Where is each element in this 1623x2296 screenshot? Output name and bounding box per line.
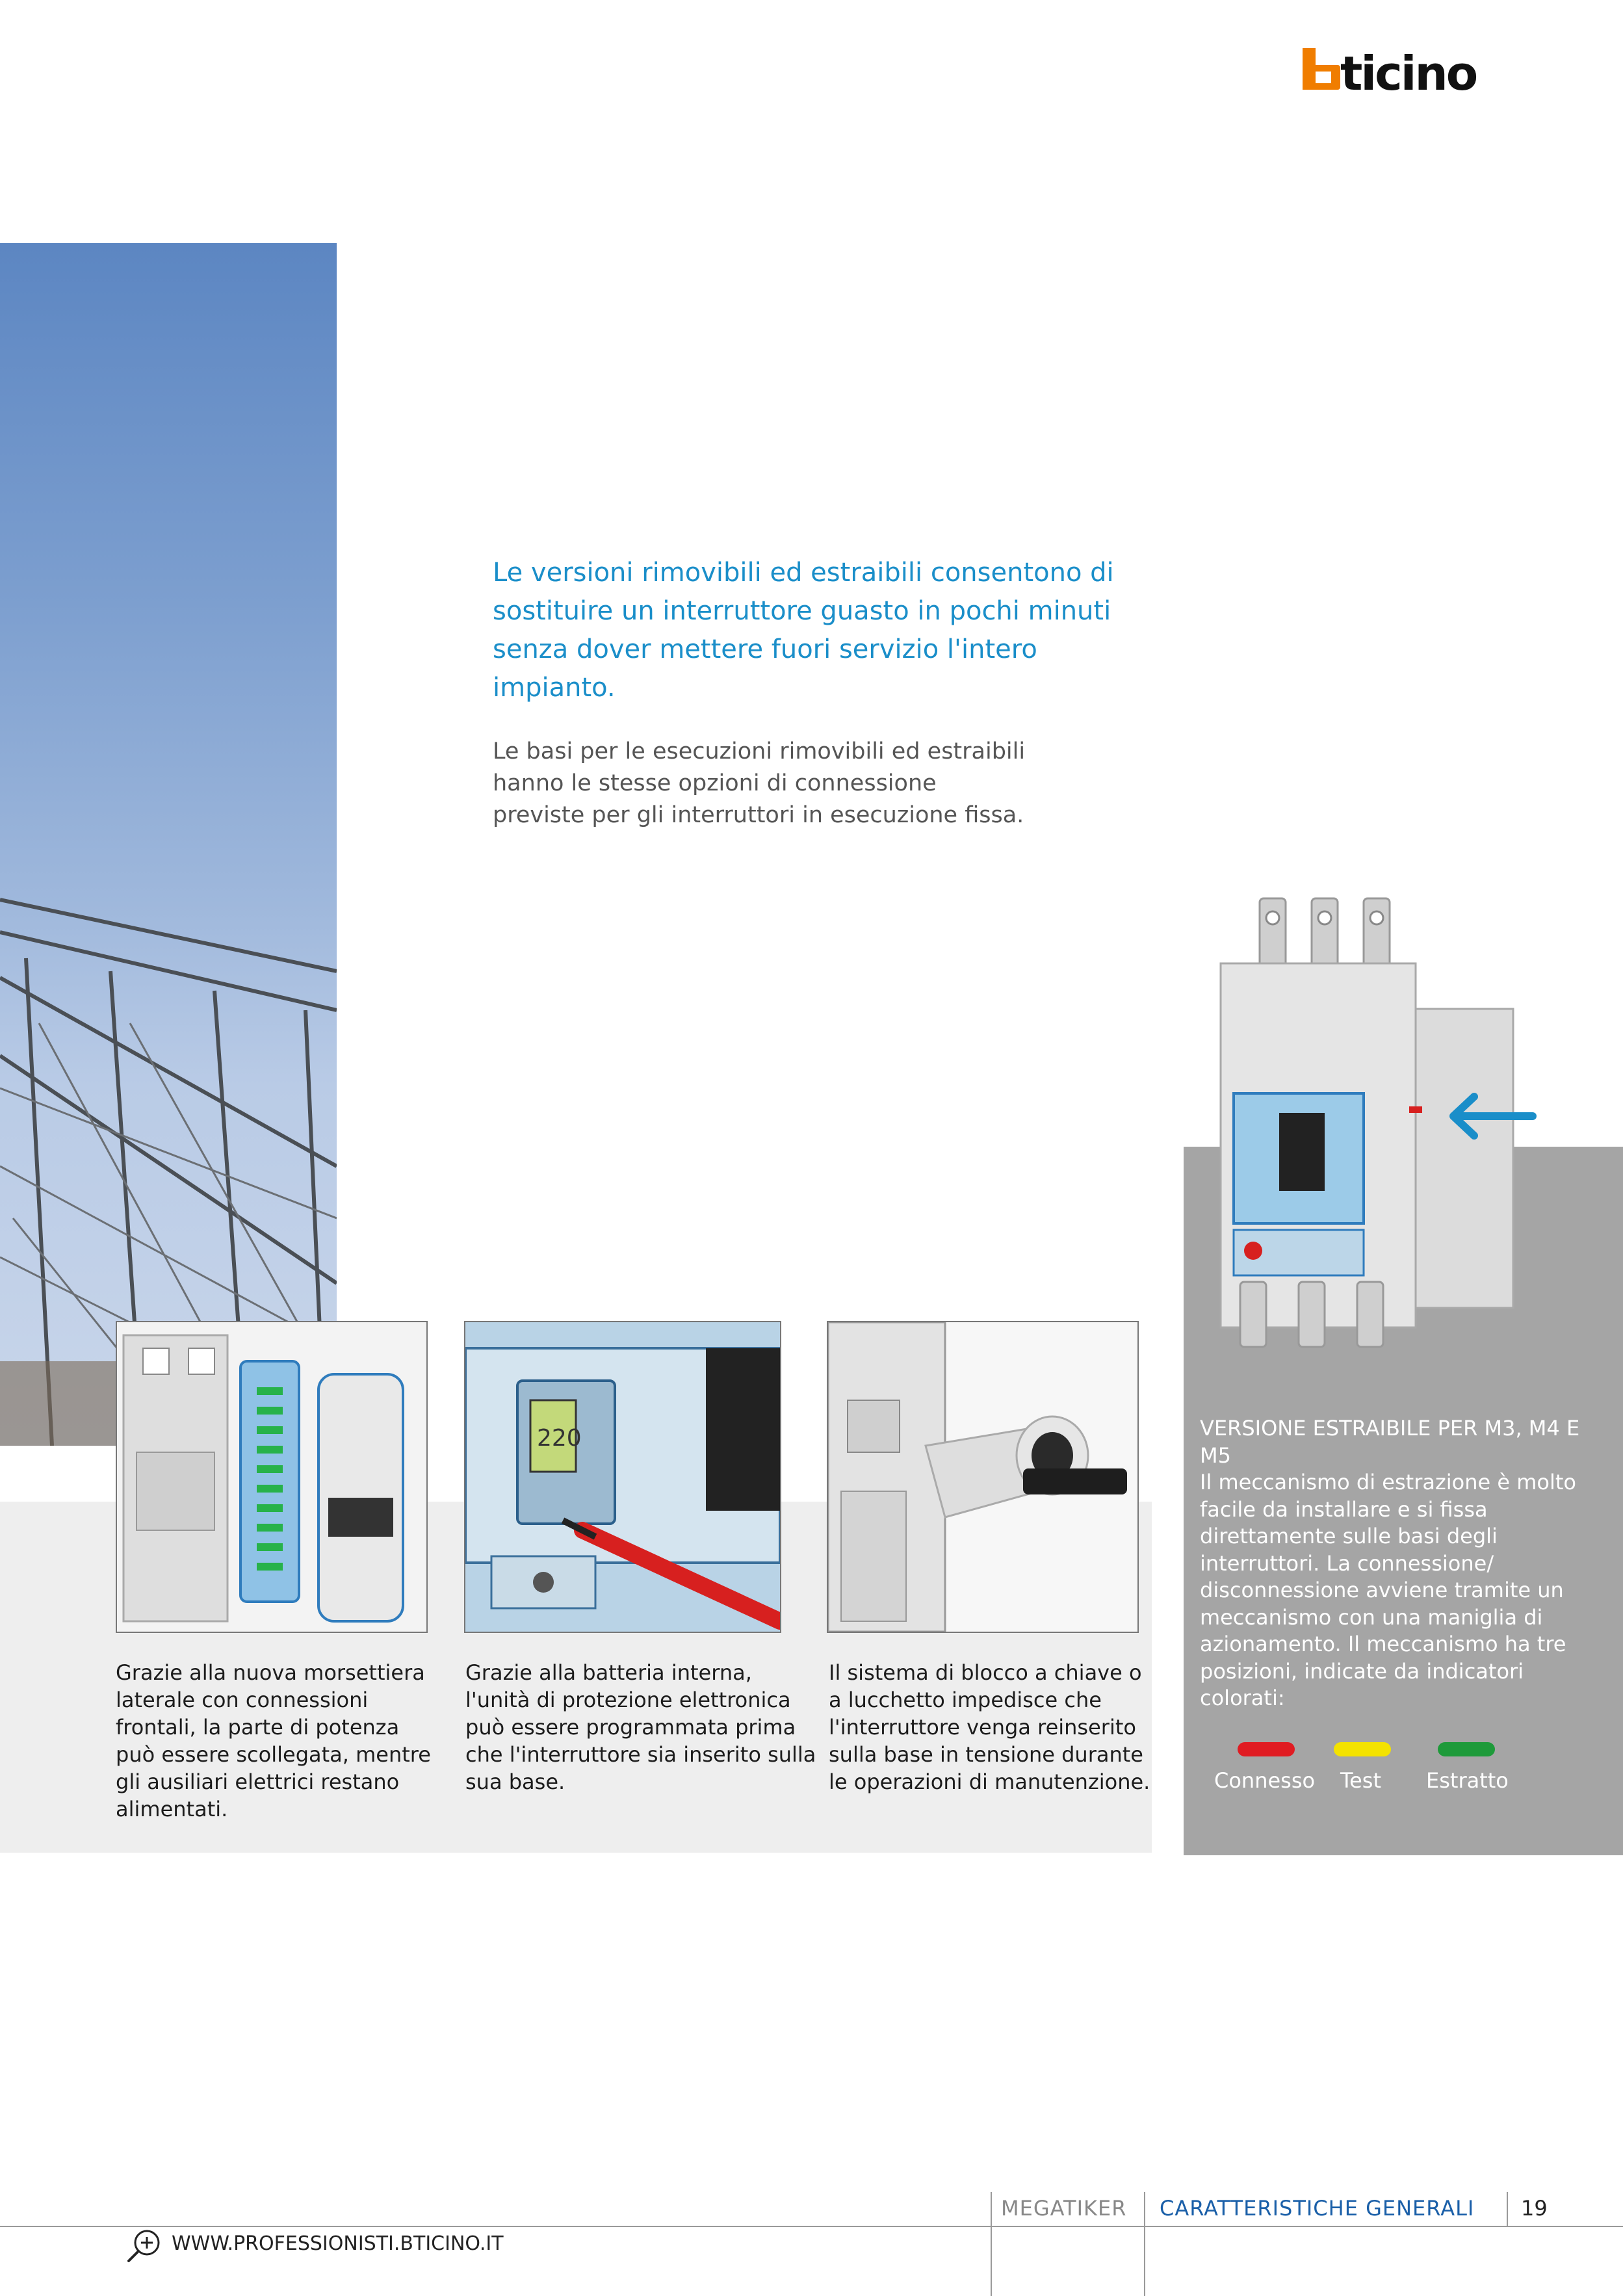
industrial-photo (0, 243, 337, 1446)
footer-divider (1144, 2192, 1145, 2296)
key-lock-photo (827, 1321, 1139, 1633)
footer-section: MEGATIKER (1001, 2196, 1127, 2221)
zoom-in-icon (126, 2227, 162, 2263)
footer-url-link[interactable]: WWW.PROFESSIONISTI.BTICINO.IT (172, 2232, 504, 2255)
footer-divider (991, 2192, 992, 2296)
svg-text:220: 220 (537, 1425, 582, 1452)
extracted-indicator (1438, 1742, 1495, 1756)
page-number: 19 (1521, 2196, 1548, 2221)
terminal-block-photo (116, 1321, 428, 1633)
caption-protection-unit: Grazie alla batteria interna, l'unità di protezione elettronica può essere programmata prima che l'interruttore sia inserito sulla sua base. (465, 1660, 816, 1794)
caption-terminal-block: Grazie alla nuova morsettiera laterale con connessioni frontali, la parte di potenza può essere scollegata, mentre gli ausiliari elettrici restano alimentati. (116, 1660, 431, 1821)
svg-text:ticino: ticino (1340, 46, 1477, 95)
footer-divider (1507, 2192, 1508, 2226)
intro-headline: Le versioni rimovibili ed estraibili consentono di sostituire un interruttore guasto in pochi minuti senza dover mettere fuori servizio l'intero impianto. (493, 558, 1114, 703)
caption-key-lock: Il sistema di blocco a chiave o a lucchetto impedisce che l'interruttore venga reinserito sulla base in tensione durante le operazioni di manutenzione. (829, 1660, 1150, 1794)
panel-title: VERSIONE ESTRAIBILE PER M3, M4 E M5 (1200, 1416, 1580, 1468)
footer-rule (0, 2226, 1623, 2227)
bticino-logo (1303, 43, 1509, 95)
test-label: Test (1340, 1768, 1382, 1793)
extracted-label: Estratto (1426, 1768, 1509, 1793)
footer-subsection: CARATTERISTICHE GENERALI (1160, 2196, 1475, 2221)
panel-text: Il meccanismo di estrazione è molto facile da installare e si fissa direttamente sulle basi degli interruttori. La connessione/ disconnessione avviene tramite un meccanismo con una maniglia di azionamento. Il meccanismo ha tre posizioni, indicate da indicatori colorati: (1200, 1470, 1576, 1710)
test-indicator (1334, 1742, 1391, 1756)
connected-label: Connesso (1214, 1768, 1316, 1793)
protection-unit-photo (464, 1321, 781, 1633)
connected-indicator (1238, 1742, 1295, 1756)
intro-body: Le basi per le esecuzioni rimovibili ed estraibili hanno le stesse opzioni di connessione previste per gli interruttori in esecuzione fissa. (493, 738, 1026, 828)
circuit-breaker-photo (1208, 892, 1546, 1360)
